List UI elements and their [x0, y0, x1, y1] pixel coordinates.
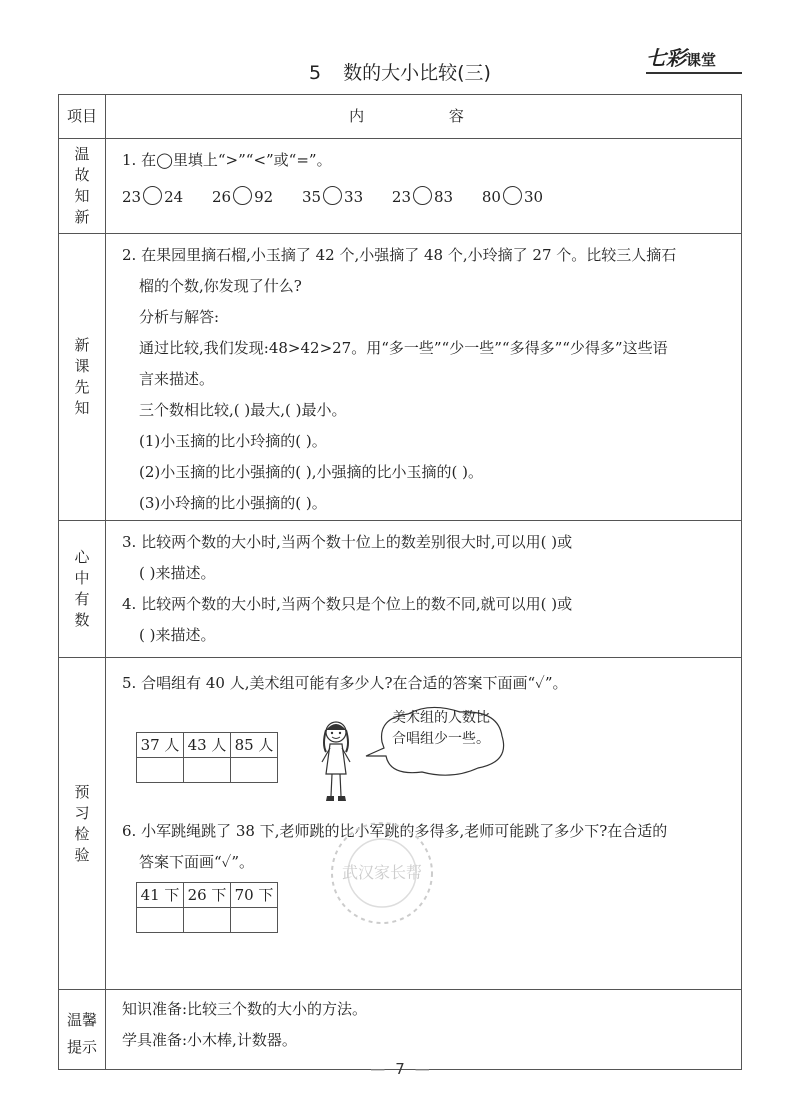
label-mind: 心 中 有 数 — [59, 521, 106, 658]
label-review: 温 故 知 新 — [59, 139, 106, 234]
worksheet-table — [58, 94, 742, 1070]
comparison-item: 26 92 — [211, 188, 274, 206]
q6-options-table — [136, 882, 278, 933]
comparison-item: 80 30 — [481, 188, 544, 206]
q1-text: 1. 在◯里填上“>”“<”或“=”。 — [122, 151, 332, 169]
comparison-item: 35 33 — [301, 188, 364, 206]
sub3-text[interactable]: (3)小玲摘的比小强摘的( )。 — [139, 494, 327, 512]
q6-option: 41 下 — [137, 883, 184, 908]
comparison-row — [122, 182, 731, 213]
brand-sub: 课堂 — [686, 51, 717, 69]
brand-main: 七彩 — [646, 46, 686, 70]
compare3-text[interactable]: 三个数相比较,( )最大,( )最小。 — [139, 401, 347, 419]
q5-answer-cell[interactable] — [137, 758, 184, 783]
q2-line1: 2. 在果园里摘石榴,小玉摘了 42 个,小强摘了 48 个,小玲摘了 27 个。比较三人摘石 — [122, 246, 677, 264]
table-header-row — [59, 95, 742, 139]
comparison-item: 23 24 — [122, 188, 184, 206]
analysis-label: 分析与解答: — [139, 308, 220, 326]
answer-circle[interactable] — [413, 186, 432, 205]
q5-option: 37 人 — [137, 733, 184, 758]
answer-circle[interactable] — [233, 186, 252, 205]
q5-answer-cell[interactable] — [231, 758, 278, 783]
tips-knowledge: 知识准备:比较三个数的大小的方法。 — [122, 1000, 368, 1018]
q5-answer-cell[interactable] — [184, 758, 231, 783]
lesson-title-text: 数的大小比较(三) — [343, 62, 491, 84]
tips-tools: 学具准备:小木棒,计数器。 — [122, 1031, 297, 1049]
stamp-text: 武汉家长帮 — [341, 863, 423, 882]
sub2-text[interactable]: (2)小玉摘的比小强摘的( ),小强摘的比小玉摘的( )。 — [139, 463, 483, 481]
review-content — [106, 139, 742, 234]
section-tips — [59, 990, 742, 1070]
page-number: 7 — [395, 1060, 405, 1078]
label-new-lesson: 新 课 先 知 — [59, 234, 106, 521]
q5-option: 43 人 — [184, 733, 231, 758]
q5-text: 5. 合唱组有 40 人,美术组可能有多少人?在合适的答案下面画“✓”。 — [122, 674, 568, 692]
sub1-text[interactable]: (1)小玉摘的比小玲摘的( )。 — [139, 432, 327, 450]
brand-logo — [646, 42, 742, 71]
q6-option: 26 下 — [184, 883, 231, 908]
section-mind — [59, 521, 742, 658]
answer-circle[interactable] — [143, 186, 162, 205]
q6-answer-cell[interactable] — [231, 908, 278, 933]
q3-line1[interactable]: 3. 比较两个数的大小时,当两个数十位上的数差别很大时,可以用( )或 — [122, 533, 573, 551]
girl-illustration-icon — [316, 718, 356, 808]
q6-answer-cell[interactable] — [184, 908, 231, 933]
header-content: 内 容 — [106, 95, 742, 139]
new-lesson-content — [106, 234, 742, 521]
section-new-lesson — [59, 234, 742, 521]
q5-options-table — [136, 732, 278, 783]
header-project: 项目 — [59, 95, 106, 139]
found-line1: 通过比较,我们发现:48>42>27。用“多一些”“少一些”“多得多”“少得多”这些语 — [139, 339, 668, 357]
label-tips: 温馨 提示 — [59, 990, 106, 1070]
found-line2: 言来描述。 — [139, 370, 215, 388]
watermark-stamp-icon — [312, 818, 452, 928]
q6-option: 70 下 — [231, 883, 278, 908]
answer-circle[interactable] — [323, 186, 342, 205]
label-preview: 预 习 检 验 — [59, 658, 106, 990]
q6-answer-cell[interactable] — [137, 908, 184, 933]
q5-option: 85 人 — [231, 733, 278, 758]
preview-content — [106, 658, 742, 990]
section-preview — [59, 658, 742, 990]
page-footer: — 7 — — [370, 1060, 430, 1078]
q4-line1[interactable]: 4. 比较两个数的大小时,当两个数只是个位上的数不同,就可以用( )或 — [122, 595, 573, 613]
tips-content — [106, 990, 742, 1070]
q4-line2[interactable]: ( )来描述。 — [139, 626, 216, 644]
bubble-text: 美术组的人数比合唱组少一些。 — [392, 710, 490, 747]
lesson-number: 5 — [309, 62, 322, 84]
q3-line2[interactable]: ( )来描述。 — [139, 564, 216, 582]
mind-content — [106, 521, 742, 658]
section-review — [59, 139, 742, 234]
comparison-item: 23 83 — [391, 188, 454, 206]
q2-line2: 榴的个数,你发现了什么? — [139, 277, 302, 295]
q6-text: 6. 小军跳绳跳了 38 下,老师跳的比小军跳的多得多,老师可能跳了多少下?在合适的 答案下面画“✓”。 — [122, 822, 668, 871]
answer-circle[interactable] — [503, 186, 522, 205]
